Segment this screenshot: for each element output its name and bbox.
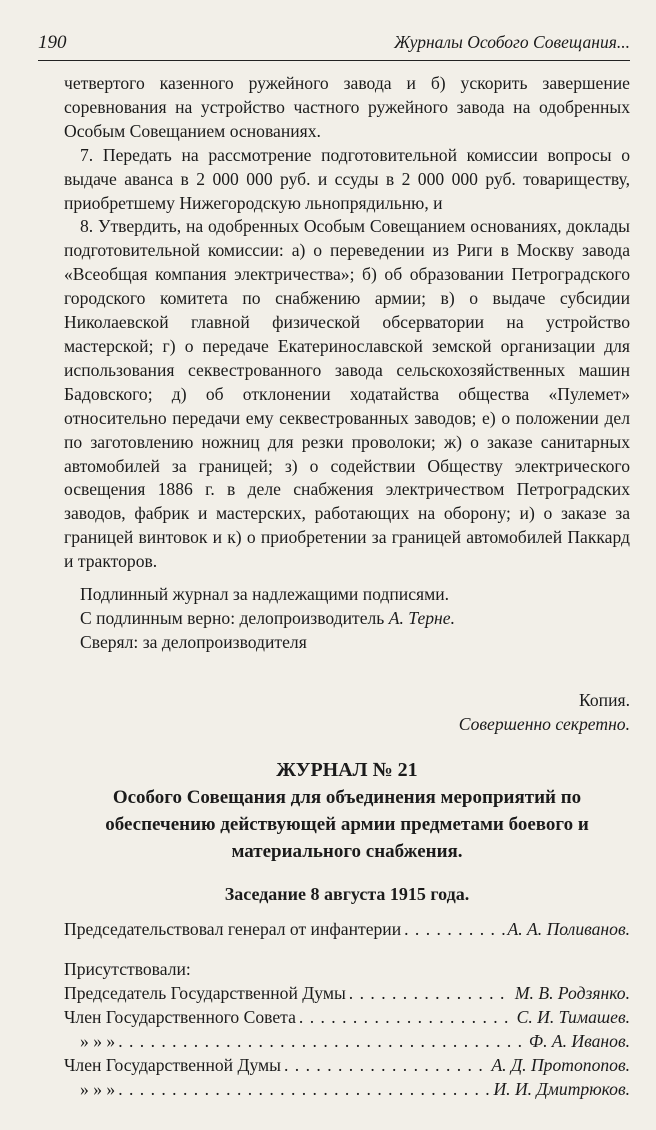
leader-dots <box>284 1054 488 1078</box>
clerk-name: А. Терне. <box>388 607 455 628</box>
attendee-position: » » » <box>80 1078 116 1099</box>
leader-dots <box>118 1078 490 1102</box>
attendee-name: М. В. Родзянко. <box>514 983 630 1004</box>
attendee-position: Член Государственной Думы <box>64 1055 281 1075</box>
leader-dots <box>404 918 504 942</box>
main-text <box>64 72 630 1102</box>
certification-text: С подлинным верно: делопроизводитель <box>80 607 385 628</box>
chair-label: Председательствовал генерал от инфантерии <box>64 919 402 940</box>
chair-name: А. А. Поливанов. <box>507 919 630 940</box>
paragraph-item-7: 7. Передать на рассмотрение подготовительной комиссии вопросы о выдаче аванса в 2 000 000 руб. и ссуды в 2 000 000 руб. товариществу, приобретшему Нижегородскую льнопрядильню, и <box>64 144 630 213</box>
leader-dots <box>118 1030 526 1054</box>
paragraph-item-8: 8. Утвердить, на одобренных Особым Совещанием основаниях, доклады подготовительной комиссии: а) о переведении из Риги в Москву завода «Всеобщая компания электричества»; б) об образовании Петроградского городского комитета по снабжению армии; в) о выдаче субсидии Николаевской главной физической обсерватории на устройство мастерской; г) о передаче Екатеринославской земской организации для использования секвестрованного завода сельскохозяйственных машин Бадовского; д) об отклонении ходатайства общества «Пулемет» относительно передачи ему секвестрованных заводов; е) о положении дел по заготовлению ножниц для резки проволоки; ж) о заказе санитарных автомобилей за границей; з) о содействии Обществу электрического освещения 1886 г. в деле снабжения электричеством Петроградских заводов, фабрик и мастерских, работающих на оборону; и) о заказе за границей винтовок и к) о приобретении за границей автомобилей Паккард и тракторов. <box>64 216 630 572</box>
attendee-row <box>64 982 630 1006</box>
leader-dots <box>349 982 512 1006</box>
meeting-date: Заседание 8 августа 1915 года. <box>224 883 470 904</box>
chair-row <box>64 918 630 942</box>
copy-mark: Копия. <box>579 689 630 710</box>
header-rule <box>38 60 630 61</box>
attendee-row <box>64 1054 630 1078</box>
running-header <box>38 30 630 56</box>
paragraph-certification <box>64 607 630 631</box>
journal-title: ЖУРНАЛ № 21 <box>276 758 418 781</box>
attendee-name: С. И. Тимашев. <box>516 1007 630 1028</box>
paragraph-verified: Сверял: за делопроизводителя <box>80 631 307 652</box>
attendee-name: Ф. А. Иванов. <box>528 1031 630 1052</box>
paragraph-original-note: Подлинный журнал за надлежащими подписями. <box>80 584 450 605</box>
attendee-row <box>64 1006 630 1030</box>
attendee-name: И. И. Дмитрюков. <box>493 1078 630 1099</box>
attendee-position: Член Государственного Совета <box>64 1007 296 1028</box>
paragraph-continuation: четвертого казенного ружейного завода и б) ускорить завершение соревнования на устройство частного ружейного завода на одобренных Особым Совещанием основаниях. <box>64 73 630 141</box>
attendee-row <box>64 1078 630 1102</box>
journal-subtitle: Особого Совещания для объединения мероприятий по обеспечению действующей армии предметами боевого и материального снабжения. <box>105 786 589 862</box>
secret-mark: Совершенно секретно. <box>458 713 630 734</box>
attendee-position: Председатель Государственной Думы <box>64 983 346 1004</box>
page-number: 190 <box>38 32 67 53</box>
leader-dots <box>299 1006 514 1030</box>
attendees-heading: Присутствовали: <box>64 959 191 980</box>
attendee-position: » » » <box>80 1031 116 1052</box>
attendee-name: А. Д. Протопопов. <box>491 1055 630 1075</box>
running-title: Журналы Особого Совещания... <box>394 32 630 52</box>
attendee-row <box>64 1030 630 1054</box>
